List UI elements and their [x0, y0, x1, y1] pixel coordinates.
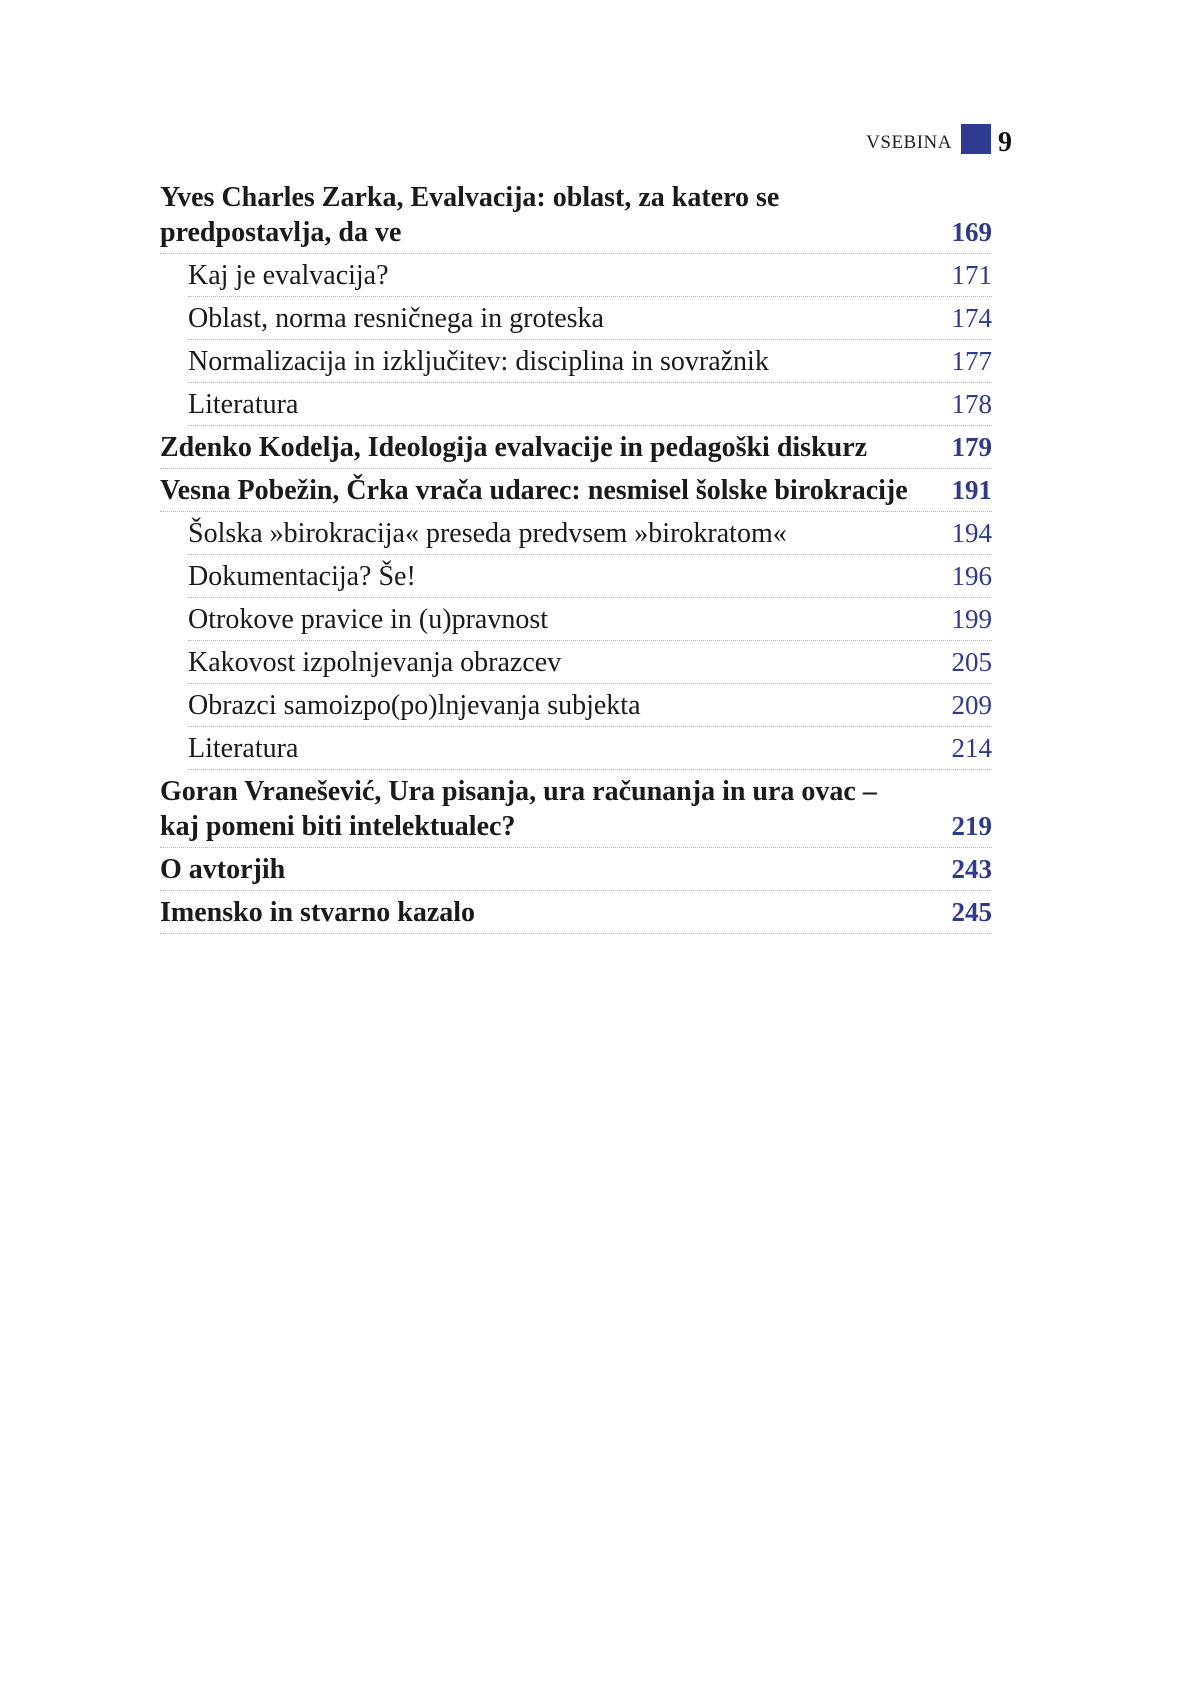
toc-entry-page: 178	[951, 389, 992, 419]
toc-entry-page: 194	[951, 518, 992, 548]
toc-entry-title: Imensko in stvarno kazalo	[160, 897, 476, 928]
section-label: VSEBINA	[866, 132, 952, 153]
page-number: 9	[998, 127, 1012, 158]
toc-entry-title: Normalizacija in izključitev: disciplina in sovražnik	[188, 346, 769, 377]
toc-entry-title: Yves Charles Zarka, Evalvacija: oblast, za katero se predpostavlja, da ve	[160, 182, 780, 248]
toc-entry-page: 191	[951, 475, 992, 505]
toc-entry[interactable]	[188, 555, 992, 598]
toc-entry-page: 196	[951, 561, 992, 591]
toc-entry-page: 214	[951, 733, 992, 763]
toc-entry[interactable]	[188, 727, 992, 770]
toc-entry-title: Otrokove pravice in (u)pravnost	[188, 604, 548, 635]
toc-entry-title: Kakovost izpolnjevanja obrazcev	[188, 647, 562, 678]
toc-entry-title: Literatura	[188, 389, 299, 420]
table-of-contents	[160, 176, 992, 934]
toc-entry-title: Šolska »birokracija« preseda predvsem »birokratom«	[188, 518, 787, 549]
toc-entry-page: 169	[951, 217, 992, 247]
toc-entry[interactable]	[188, 383, 992, 426]
toc-entry-title: Oblast, norma resničnega in groteska	[188, 303, 604, 334]
toc-entry[interactable]	[160, 770, 992, 848]
toc-entry-title: Zdenko Kodelja, Ideologija evalvacije in pedagoški diskurz	[160, 432, 868, 463]
toc-entry[interactable]	[160, 891, 992, 934]
toc-entry-title: Obrazci samoizpo(po)lnjevanja subjekta	[188, 690, 641, 721]
toc-entry[interactable]	[188, 254, 992, 297]
toc-entry[interactable]	[188, 684, 992, 727]
toc-entry-page: 243	[951, 854, 992, 884]
toc-entry[interactable]	[188, 297, 992, 340]
toc-entry-page: 209	[951, 690, 992, 720]
toc-entry-title: O avtorjih	[160, 854, 286, 885]
toc-entry-page: 171	[951, 260, 992, 290]
toc-entry-title: Kaj je evalvacija?	[188, 260, 389, 291]
toc-entry[interactable]	[188, 598, 992, 641]
accent-square-icon	[961, 124, 991, 154]
toc-entry[interactable]	[160, 176, 992, 254]
toc-entry[interactable]	[188, 340, 992, 383]
toc-entry-page: 205	[951, 647, 992, 677]
toc-entry-title: Literatura	[188, 733, 299, 764]
toc-entry-page: 199	[951, 604, 992, 634]
toc-entry-title: Vesna Pobežin, Črka vrača udarec: nesmisel šolske birokracije	[160, 475, 908, 506]
toc-entry-title: Goran Vranešević, Ura pisanja, ura računanja in ura ovac – kaj pomeni biti intelektualec?	[160, 776, 877, 842]
toc-entry-page: 177	[951, 346, 992, 376]
toc-entry[interactable]	[160, 848, 992, 891]
running-header	[0, 118, 1187, 158]
toc-entry[interactable]	[160, 469, 992, 512]
toc-entry-page: 245	[951, 897, 992, 927]
toc-entry-title: Dokumentacija? Še!	[188, 561, 416, 592]
toc-entry-page: 174	[951, 303, 992, 333]
toc-entry[interactable]	[160, 426, 992, 469]
toc-entry-page: 179	[951, 432, 992, 462]
toc-entry-page: 219	[951, 811, 992, 841]
toc-entry[interactable]	[188, 512, 992, 555]
toc-entry[interactable]	[188, 641, 992, 684]
